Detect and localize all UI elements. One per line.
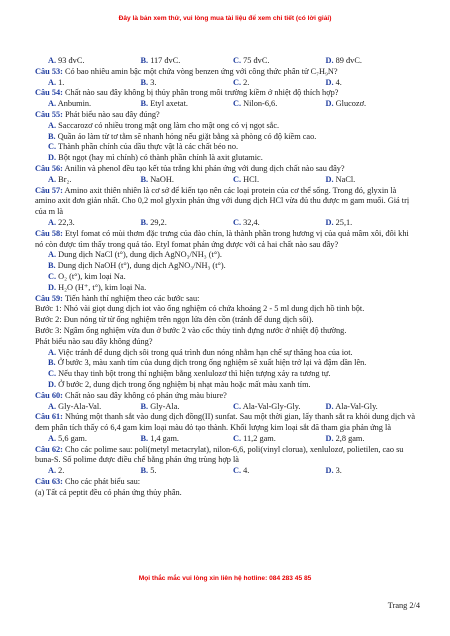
option-letter: D. <box>48 282 57 292</box>
question-text: Cho các phát biểu sau: <box>64 477 141 487</box>
option-text: Glucozơ. <box>335 99 367 109</box>
option-text: 4. <box>335 77 342 87</box>
answer-option <box>141 56 234 67</box>
option-letter: D. <box>325 56 334 65</box>
option-text: Quần áo làm từ tơ tằm sẽ nhanh hỏng nếu giặt bằng xà phòng có độ kiềm cao. <box>57 131 317 141</box>
option-text: O₂ (t°), kim loại Na. <box>58 271 126 281</box>
option-letter: C. <box>48 369 57 379</box>
option-text: 1,4 gam. <box>150 433 179 443</box>
answer-option <box>35 250 418 261</box>
option-text: Bột ngọt (hay mì chính) có thành phần chính là axit glutamic. <box>58 153 263 163</box>
answer-option <box>233 175 326 186</box>
option-text: NaCl. <box>335 174 356 184</box>
option-letter: C. <box>233 401 242 411</box>
answer-option <box>141 175 234 186</box>
question-number: Câu 56: <box>35 163 63 173</box>
option-text: 5. <box>150 466 157 476</box>
answer-option <box>233 466 326 477</box>
answer-option <box>35 121 418 132</box>
option-letter: A. <box>48 174 57 184</box>
question <box>35 88 418 99</box>
option-letter: D. <box>325 77 334 87</box>
option-text: Dung dịch NaOH (t°), dung dịch AgNO₃/NH₃ (t°). <box>57 261 226 271</box>
option-letter: A. <box>48 433 57 443</box>
answer-option <box>35 358 418 369</box>
question-number: Câu 57: <box>35 185 63 195</box>
question <box>35 391 418 402</box>
answer-option <box>35 369 418 380</box>
option-letter: A. <box>48 99 57 109</box>
option-letter: C. <box>48 142 57 152</box>
option-letter: C. <box>233 56 242 65</box>
question <box>35 186 418 218</box>
answer-option <box>35 132 418 143</box>
option-text: Thành phần chính của dầu thực vật là các chất béo no. <box>58 142 239 152</box>
question <box>35 412 418 434</box>
question-text: Cho các polime sau: poli(metyl metacrylat), nilon-6,6, poli(vinyl clorua), xenlulozơ, polietilen, cao su buna-S. Số polime được điều chế bằng phản ứng trùng hợp là <box>35 444 404 465</box>
answer-option <box>35 261 418 272</box>
option-letter: D. <box>325 466 334 476</box>
option-letter: B. <box>48 358 56 368</box>
question-text: Có bao nhiêu amin bậc một chứa vòng benzen ứng với công thức phân tử C₇H₉N? <box>64 66 338 76</box>
question-number: Câu 53: <box>35 66 63 76</box>
question-number: Câu 59: <box>35 293 63 303</box>
question <box>35 67 418 78</box>
answer-option <box>35 218 141 229</box>
answer-option <box>141 434 234 445</box>
option-letter: A. <box>48 56 57 65</box>
option-letter: C. <box>233 433 242 443</box>
option-letter: A. <box>48 217 57 227</box>
question <box>35 294 418 305</box>
option-letter: A. <box>48 347 57 357</box>
option-letter: B. <box>140 433 149 443</box>
answer-option <box>35 142 418 153</box>
option-letter: C. <box>233 466 242 476</box>
option-letter: C. <box>233 217 242 227</box>
option-text: Br₂. <box>58 174 72 184</box>
answer-options-row <box>35 402 418 413</box>
option-text: 2,8 gam. <box>335 433 365 443</box>
option-text: 29,2. <box>150 217 167 227</box>
page-number: Trang 2/4 <box>387 601 420 610</box>
option-text: 3. <box>335 466 342 476</box>
preview-banner: Đây là bản xem thử, vui lòng mua tài liệu để xem chi tiết (có lời giải) <box>118 15 332 22</box>
option-text: HCl. <box>243 174 260 184</box>
option-letter: A. <box>48 466 57 476</box>
option-text: Việc tránh để dung dịch sôi trong quá trình đun nóng nhằm hạn chế sự thăng hoa của iot. <box>58 347 353 357</box>
question <box>35 445 418 467</box>
question-text: Amino axit thiên nhiên là cơ sở để kiến tạo nên các loại protein của cơ thể sống. Trong đó, glyxin là amino axit đơn giản nhất. Cho 0,2 mol glyxin phản ứng với dung dịch HCl vừa đủ thu được m gam muối. Giá trị của m là <box>35 185 410 217</box>
option-letter: D. <box>325 401 334 411</box>
answer-option <box>35 99 141 110</box>
answer-options-row <box>35 175 418 186</box>
answer-option <box>35 283 418 294</box>
option-text: 89 đvC. <box>335 56 362 65</box>
option-letter: A. <box>48 77 57 87</box>
option-text: Saccarozơ có nhiều trong mật ong làm cho mật ong có vị ngọt sắc. <box>58 120 280 130</box>
option-text: Anbumin. <box>57 99 92 109</box>
option-letter: B. <box>48 131 56 141</box>
question-text: Chất nào sau đây không có phản ứng màu biure? <box>64 390 227 400</box>
answer-options-row <box>35 99 418 110</box>
answer-option <box>326 175 419 186</box>
answer-option <box>35 78 141 89</box>
answer-option <box>141 78 234 89</box>
option-text: 75 đvC. <box>243 56 270 65</box>
answer-option <box>326 78 419 89</box>
option-letter: B. <box>140 99 149 109</box>
answer-options-row <box>35 434 418 445</box>
option-text: 22,3. <box>58 217 75 227</box>
option-letter: D. <box>48 379 57 389</box>
option-text: 11,2 gam. <box>243 433 276 443</box>
option-text: 3. <box>150 77 157 87</box>
answer-option <box>141 99 234 110</box>
question-number: Câu 63: <box>35 477 63 487</box>
question-number: Câu 55: <box>35 109 63 119</box>
option-text: Ala-Val-Gly. <box>335 401 378 411</box>
body-text: Bước 2: Đun nóng từ từ ống nghiệm trên ngọn lửa đèn cồn (tránh để dung dịch sôi). <box>35 315 314 325</box>
option-letter: B. <box>140 77 149 87</box>
answer-option <box>326 434 419 445</box>
option-letter: A. <box>48 401 57 411</box>
answer-option <box>35 272 418 283</box>
answer-option <box>35 434 141 445</box>
option-text: Dung dịch NaCl (t°), dung dịch AgNO₃/NH₃ (t°). <box>58 250 222 260</box>
body-text: (a) Tất cả peptit đều có phản ứng thủy phân. <box>35 487 182 497</box>
answer-option <box>233 218 326 229</box>
answer-option <box>233 434 326 445</box>
option-text: Nilon-6,6. <box>243 99 278 109</box>
question-number: Câu 62: <box>35 444 63 454</box>
answer-option <box>326 466 419 477</box>
option-text: Gly-Ala. <box>150 401 180 411</box>
answer-option <box>141 466 234 477</box>
option-letter: C. <box>233 174 242 184</box>
answer-options-row <box>35 78 418 89</box>
option-letter: D. <box>325 99 334 109</box>
option-text: Ở bước 3, màu xanh tím của dung dịch trong ống nghiệm sẽ xuất hiện trở lại và đậm dần lên. <box>57 358 367 368</box>
answer-option <box>326 56 419 67</box>
option-text: 1. <box>58 77 65 87</box>
question-text: Etyl fomat có mùi thơm đặc trưng của đào chín, là thành phần trong hương vị của quả mâm xôi, đôi khi nó còn được tìm thấy trong quả táo. Etyl fomat phản ứng được với cả hai chất nào sau đây? <box>35 228 409 249</box>
option-text: 2. <box>243 77 250 87</box>
option-letter: D. <box>48 153 57 163</box>
question <box>35 164 418 175</box>
option-text: 5,6 gam. <box>58 433 87 443</box>
hotline-banner: Mọi thắc mắc vui lòng xin liên hệ hotline: 084 283 45 85 <box>138 575 312 582</box>
option-text: Ở bước 2, dung dịch trong ống nghiệm bị nhạt màu hoặc mất màu xanh tím. <box>58 379 311 389</box>
body-text: Bước 1: Nhỏ vài giọt dung dịch iot vào ống nghiệm có chứa khoảng 2 - 5 ml dung dịch hồ tinh bột. <box>35 304 365 314</box>
answer-option <box>326 218 419 229</box>
option-letter: B. <box>140 401 149 411</box>
question-number: Câu 58: <box>35 228 63 238</box>
question <box>35 229 418 251</box>
option-letter: D. <box>325 217 334 227</box>
answer-option <box>35 380 418 391</box>
option-letter: B. <box>140 466 149 476</box>
body-text: Phát biểu nào sau đây không đúng? <box>35 336 153 346</box>
option-text: 4. <box>243 466 250 476</box>
option-letter: A. <box>48 120 57 130</box>
answer-option <box>35 466 141 477</box>
option-text: 25,1. <box>335 217 353 227</box>
option-text: H₂O (H⁺, t°), kim loại Na. <box>58 282 147 292</box>
option-text: 32,4. <box>243 217 260 227</box>
question-text: Anilin và phenol đều tạo kết tủa trắng khi phản ứng với dung dịch chất nào sau đây? <box>64 163 345 173</box>
answer-option <box>35 153 418 164</box>
question-text: Chất nào sau đây không bị thủy phân trong môi trường kiềm ở nhiệt độ thích hợp? <box>64 88 339 98</box>
answer-option <box>35 175 141 186</box>
question-number: Câu 61: <box>35 412 63 422</box>
answer-option <box>35 56 141 67</box>
option-text: NaOH. <box>150 174 174 184</box>
option-text: Ala-Val-Gly-Gly. <box>242 401 301 411</box>
answer-option <box>233 99 326 110</box>
answer-options-row <box>35 218 418 229</box>
question-number: Câu 60: <box>35 390 63 400</box>
option-text: Gly-Ala-Val. <box>58 401 102 411</box>
answer-option <box>233 56 326 67</box>
body-text: Bước 3: Ngâm ống nghiệm vừa đun ở bước 2 vào cốc thủy tinh đựng nước ở nhiệt độ thường. <box>35 325 347 335</box>
question-text: Phát biểu nào sau đây đúng? <box>64 109 160 119</box>
question-text: Nhúng một thanh sắt vào dung dịch đồng(II) sunfat. Sau một thời gian, lấy thanh sắt ra khỏi dung dịch và đem phân tích thấy có 6,4 gam kim loại màu đỏ tạo thành. Khối lượng kim loại sắt đã tham gia phản ứng là <box>35 412 415 433</box>
answer-option <box>141 218 234 229</box>
answer-option <box>35 348 418 359</box>
question <box>35 477 418 488</box>
answer-option <box>326 402 419 413</box>
option-text: 93 đvC. <box>58 56 85 65</box>
answer-options-row <box>35 56 418 67</box>
answer-option <box>233 402 326 413</box>
option-letter: D. <box>325 174 334 184</box>
answer-option <box>233 78 326 89</box>
option-letter: D. <box>325 433 334 443</box>
answer-option <box>326 99 419 110</box>
option-text: 117 đvC. <box>150 56 181 65</box>
answer-option <box>141 402 234 413</box>
option-letter: B. <box>48 261 56 271</box>
question <box>35 110 418 121</box>
option-letter: B. <box>140 174 149 184</box>
answer-option <box>35 402 141 413</box>
option-text: Etyl axetat. <box>150 99 188 109</box>
option-letter: C. <box>233 99 242 109</box>
option-letter: B. <box>140 217 149 227</box>
option-text: 2. <box>58 466 65 476</box>
option-letter: A. <box>48 250 57 260</box>
exam-content <box>35 56 418 499</box>
option-letter: C. <box>48 271 57 281</box>
question-number: Câu 54: <box>35 88 63 98</box>
option-text: Nếu thay tinh bột trong thí nghiệm bằng xenlulozơ thì hiện tượng xảy ra tương tự. <box>58 369 331 379</box>
option-letter: C. <box>233 77 242 87</box>
option-letter: B. <box>140 56 149 65</box>
answer-options-row <box>35 466 418 477</box>
question-text: Tiến hành thí nghiệm theo các bước sau: <box>64 293 200 303</box>
